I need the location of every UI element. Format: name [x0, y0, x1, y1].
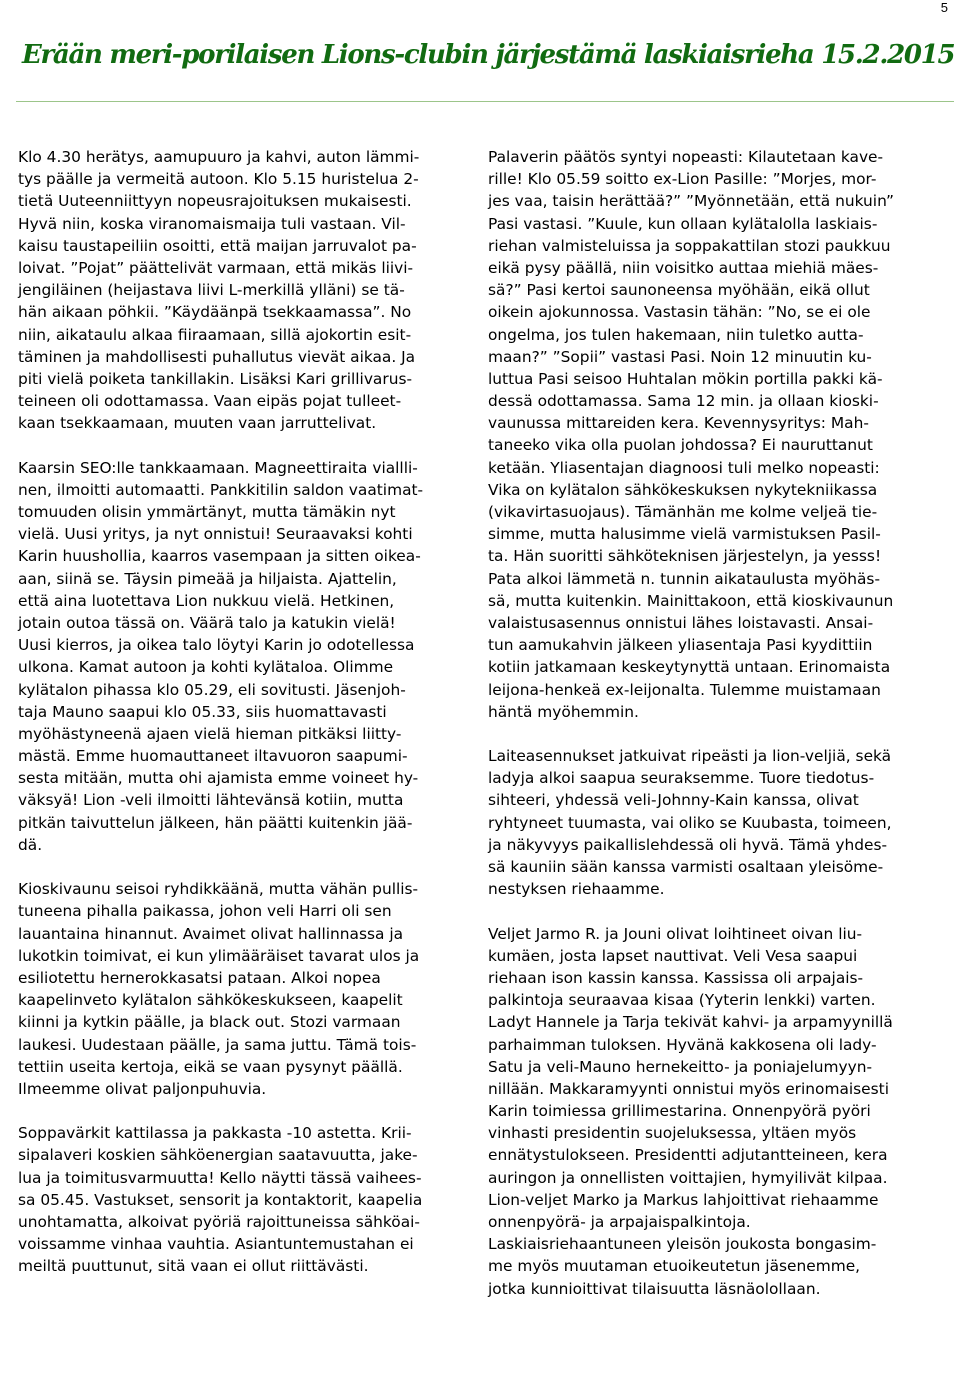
text-line: lauantaina hinannut. Avaimet olivat hallinnassa ja	[18, 924, 404, 943]
text-line: ladyja alkoi saapua seuraksemme. Tuore tiedotus-	[488, 769, 875, 788]
paragraph	[488, 146, 950, 723]
text-line: nen, ilmoitti automaatti. Pankkitilin saldon vaatimat-	[18, 480, 424, 499]
text-line: kotiin jatkamaan keskeytynyttä untaan. Erinomaista	[488, 658, 891, 677]
text-line: riehaan ison kassin kanssa. Kassissa oli arpajais-	[488, 968, 864, 987]
text-line: Karin huushollia, kaarros vasempaan ja sitten oikea-	[18, 547, 421, 566]
text-line: kaisu taustapeiliin osoitti, että maijan jarruvalot pa-	[18, 236, 417, 255]
text-line: sä?” Pasi kertoi saunoneensa myöhään, eikä ollut	[488, 281, 870, 300]
text-line: sä, mutta kuitenkin. Mainittakoon, että kioskivaunun	[488, 591, 894, 610]
paragraph-gap	[18, 434, 476, 456]
text-line: eikä pysy päällä, niin voisitko auttaa miehiä mäes-	[488, 258, 879, 277]
text-line: Laskiaisriehaantuneen yleisön joukosta bongasim-	[488, 1235, 877, 1254]
text-line: meiltä puuttunut, sitä vaan ei ollut riittävästi.	[18, 1257, 369, 1276]
paragraph-gap	[18, 1100, 476, 1122]
text-line: Soppavärkit kattilassa ja pakkasta -10 astetta. Krii-	[18, 1124, 412, 1143]
text-line: Veljet Jarmo R. ja Jouni olivat loihtineet oivan liu-	[488, 924, 863, 943]
text-line: vielä. Uusi yritys, ja nyt onnistui! Seuraavaksi kohti	[18, 525, 413, 544]
title-divider	[16, 101, 954, 102]
text-line: valaistusasennus onnistui lähes loistavasti. Ansai-	[488, 613, 874, 632]
text-line: sä kauniin sään kanssa varmisti osaltaan yleisöme-	[488, 858, 884, 876]
text-line: vinhasti presidentin suojeluksessa, yltäen myös	[488, 1124, 857, 1143]
paragraph	[488, 923, 950, 1300]
text-line: Palaverin päätös syntyi nopeasti: Kilautetaan kave-	[488, 148, 884, 166]
text-line: Kaarsin SEO:lle tankkaamaan. Magneettiraita viallli-	[18, 458, 418, 477]
text-line: mästä. Emme huomauttaneet iltavuoron saapumi-	[18, 747, 408, 766]
text-line: taja Mauno saapui klo 05.33, siis huomattavasti	[18, 702, 387, 721]
text-line: luttua Pasi seisoo Huhtalan mökin portilla pakki kä-	[488, 369, 883, 388]
text-line: piti vielä poiketa tankillakin. Lisäksi Kari grillivarus-	[18, 369, 413, 388]
text-line: rille! Klo 05.59 soitto ex-Lion Pasille: ”Morjes, mor-	[488, 170, 877, 189]
right-text-column	[488, 146, 950, 1300]
text-line: Satu ja veli-Mauno hernekeitto- ja poniajelumyyn-	[488, 1057, 873, 1076]
text-line: että aina luotettava Lion nukkuu vielä. Hetkinen,	[18, 591, 395, 610]
text-line: kylätalon pihassa klo 05.29, eli sovitusti. Jäsenjoh-	[18, 680, 406, 699]
text-line: parhaimman tuloksen. Hyvänä kakkosena oli lady-	[488, 1035, 877, 1054]
text-line: onnenpyörä- ja arpajaispalkintoja.	[488, 1213, 751, 1231]
text-line: Pasi vastasi. ”Kuule, kun ollaan kylätalolla laskiais-	[488, 214, 878, 233]
text-line: Lion-veljet Marko ja Markus lahjoittivat riehaamme	[488, 1190, 879, 1209]
text-line: laukesi. Uudestaan päälle, ja sama juttu. Tämä tois-	[18, 1035, 417, 1054]
text-line: me myös muutaman etuoikeutetun jäsenemme,	[488, 1257, 861, 1276]
paragraph	[18, 457, 476, 856]
text-line: maan?” ”Sopii” vastasi Pasi. Noin 12 minuutin ku-	[488, 347, 872, 366]
text-line: tys päälle ja vermeitä autoon. Klo 5.15 huristelua 2-	[18, 170, 419, 189]
left-text-column	[18, 146, 476, 1278]
text-line: taneeko vika olla puolan johdossa? Ei nauruttanut	[488, 436, 873, 455]
text-line: tun aamukahvin jälkeen yliasentaja Pasi kyydittiin	[488, 636, 873, 655]
text-line: tomuuden olisin ymmärtänyt, mutta tämäkin nyt	[18, 503, 396, 521]
paragraph-gap	[488, 900, 950, 922]
text-line: Kioskivaunu seisoi ryhdikkäänä, mutta vähän pullis-	[18, 880, 419, 899]
text-line: lua ja toimitusvarmuutta! Kello näytti tässä vaihees-	[18, 1168, 422, 1187]
article-title: Erään meri-porilaisen Lions-clubin järjestämä laskiaisrieha 15.2.2015	[22, 40, 955, 70]
text-line: tietä Uuteenniittyyn nopeusrajoituksen mukaisesti.	[18, 192, 412, 211]
text-line: voissamme vinhaa vauhtia. Asiantuntemustahan ei	[18, 1235, 414, 1254]
text-line: myöhästyneenä ajaen vielä hieman pitkäksi liitty-	[18, 724, 402, 743]
text-line: sihteeri, yhdessä veli-Johnny-Kain kanssa, olivat	[488, 791, 859, 810]
page-number: 5	[940, 0, 948, 15]
text-line: dä.	[18, 835, 43, 854]
text-line: ennätystulokseen. Presidentti adjutantteineen, kera	[488, 1146, 888, 1165]
text-line: Ilmeemme olivat paljonpuhuvia.	[18, 1079, 267, 1098]
paragraph	[18, 1122, 476, 1277]
text-line: kumäen, josta lapset nauttivat. Veli Vesa saapui	[488, 946, 858, 965]
text-line: Ladyt Hannele ja Tarja tekivät kahvi- ja arpamyynillä	[488, 1013, 893, 1032]
text-line: Klo 4.30 herätys, aamupuuro ja kahvi, auton lämmi-	[18, 148, 420, 166]
text-line: väksyä! Lion -veli ilmoitti lähtevänsä kotiin, mutta	[18, 791, 404, 810]
text-line: sipalaveri koskien sähköenergian saatavuutta, jake-	[18, 1146, 418, 1165]
text-line: Hyvä niin, koska viranomaismaija tuli vastaan. Vil-	[18, 214, 406, 233]
text-line: Karin toimiessa grillimestarina. Onnenpyörä pyöri	[488, 1102, 871, 1121]
text-line: ja näkyvyys paikallislehdessä oli hyvä. Tämä yhdes-	[488, 835, 888, 854]
text-line: ryhtyneet tuumasta, vai oliko se Kuubasta, toimeen,	[488, 813, 892, 832]
text-line: jotain outoa tässä on. Väärä talo ja katukin vielä!	[18, 613, 396, 632]
text-line: häntä myöhemmin.	[488, 702, 639, 721]
paragraph-gap	[18, 856, 476, 878]
text-line: auringon ja onnellisten voittajien, hymyilivät kilpaa.	[488, 1168, 888, 1187]
text-line: jes vaa, taisin herättää?” ”Myönnetään, että nukuin”	[488, 192, 894, 211]
text-line: (vikavirtasuojaus). Tämänhän me kolme veljeä tie-	[488, 503, 878, 521]
text-line: palkintoja seuraavaa kisaa (Yyterin lenkki) varten.	[488, 991, 876, 1010]
paragraph	[18, 146, 476, 434]
text-line: lukotkin toimivat, ei kun ylimääräiset tavarat ulos ja	[18, 946, 420, 965]
text-line: kaapelinveto kylätalon sähkökeskukseen, kaapelit	[18, 991, 403, 1010]
text-line: nillään. Makkaramyynti onnistui myös erinomaisesti	[488, 1079, 889, 1098]
text-line: jengiläinen (heijastava liivi L-merkillä ylläni) se tä-	[18, 281, 405, 300]
text-line: nestyksen riehaamme.	[488, 880, 665, 899]
text-line: niin, aikataulu alkaa fiiraamaan, sillä ajokortin esit-	[18, 325, 412, 344]
text-line: kiinni ja kytkin päälle, ja black out. Stozi varmaan	[18, 1013, 401, 1032]
text-line: oikein ajokunnossa. Vastasin tähän: ”No, se ei ole	[488, 303, 871, 322]
text-line: tettiin useita kertoja, eikä se vaan pysynyt päällä.	[18, 1057, 403, 1076]
text-line: riehan valmisteluissa ja soppakattilan stozi paukkuu	[488, 236, 891, 255]
text-line: dessä odottamassa. Sama 12 min. ja ollaan kioski-	[488, 392, 879, 411]
text-line: unohtamatta, alkoivat pyöriä rajoittuneissa sähköai-	[18, 1213, 420, 1231]
text-line: Pata alkoi lämmetä n. tunnin aikataulusta myöhäs-	[488, 569, 880, 588]
text-line: esiliotettu hernerokkasatsi pataan. Alkoi nopea	[18, 968, 381, 987]
text-line: leijona-henkeä ex-leijonalta. Tulemme muistamaan	[488, 680, 881, 699]
paragraph	[488, 745, 950, 900]
text-line: teineen oli odottamassa. Vaan eipäs pojat tulleet-	[18, 392, 402, 411]
text-line: ulkona. Kamat autoon ja kohti kylätaloa. Olimme	[18, 658, 394, 677]
text-line: sa 05.45. Vastukset, sensorit ja kontaktorit, kaapelia	[18, 1190, 423, 1209]
text-line: kaan tsekkaamaan, muuten vaan jarruttelivat.	[18, 414, 377, 433]
text-line: ketään. Yliasentajan diagnoosi tuli melko nopeasti:	[488, 458, 880, 477]
text-line: sesta mitään, mutta ohi ajamista emme voineet hy-	[18, 769, 419, 788]
text-line: ongelma, jos tulen hakemaan, niin tuletko autta-	[488, 325, 864, 344]
text-line: vaunussa mittareiden kera. Kevennysyritys: Mah-	[488, 414, 869, 433]
text-line: Laiteasennukset jatkuivat ripeästi ja lion-veljiä, sekä	[488, 747, 892, 766]
text-line: tuneena pihalla paikassa, johon veli Harri oli sen	[18, 902, 392, 921]
text-line: Vika on kylätalon sähkökeskuksen nykytekniikassa	[488, 480, 878, 499]
text-line: jotka kunnioittivat tilaisuutta läsnäolollaan.	[488, 1279, 821, 1298]
text-line: ta. Hän suoritti sähköteknisen järjestelyn, ja yesss!	[488, 547, 882, 566]
text-line: simme, mutta halusimme vielä varmistuksen Pasil-	[488, 525, 881, 544]
paragraph	[18, 878, 476, 1100]
text-line: Uusi kierros, ja oikea talo löytyi Karin jo odotellessa	[18, 636, 415, 655]
text-line: täminen ja mahdollisesti puhallutus vievät aikaa. Ja	[18, 347, 416, 366]
text-line: hän aikaan pöhkii. ”Käydäänpä tsekkaamassa”. No	[18, 303, 412, 322]
paragraph-gap	[488, 723, 950, 745]
text-line: loivat. ”Pojat” päättelivät varmaan, että mikäs liivi-	[18, 258, 414, 277]
text-line: pitkän taivuttelun jälkeen, hän päätti kuitenkin jää-	[18, 813, 413, 832]
text-line: aan, siinä se. Täysin pimeää ja hiljaista. Ajattelin,	[18, 569, 397, 588]
